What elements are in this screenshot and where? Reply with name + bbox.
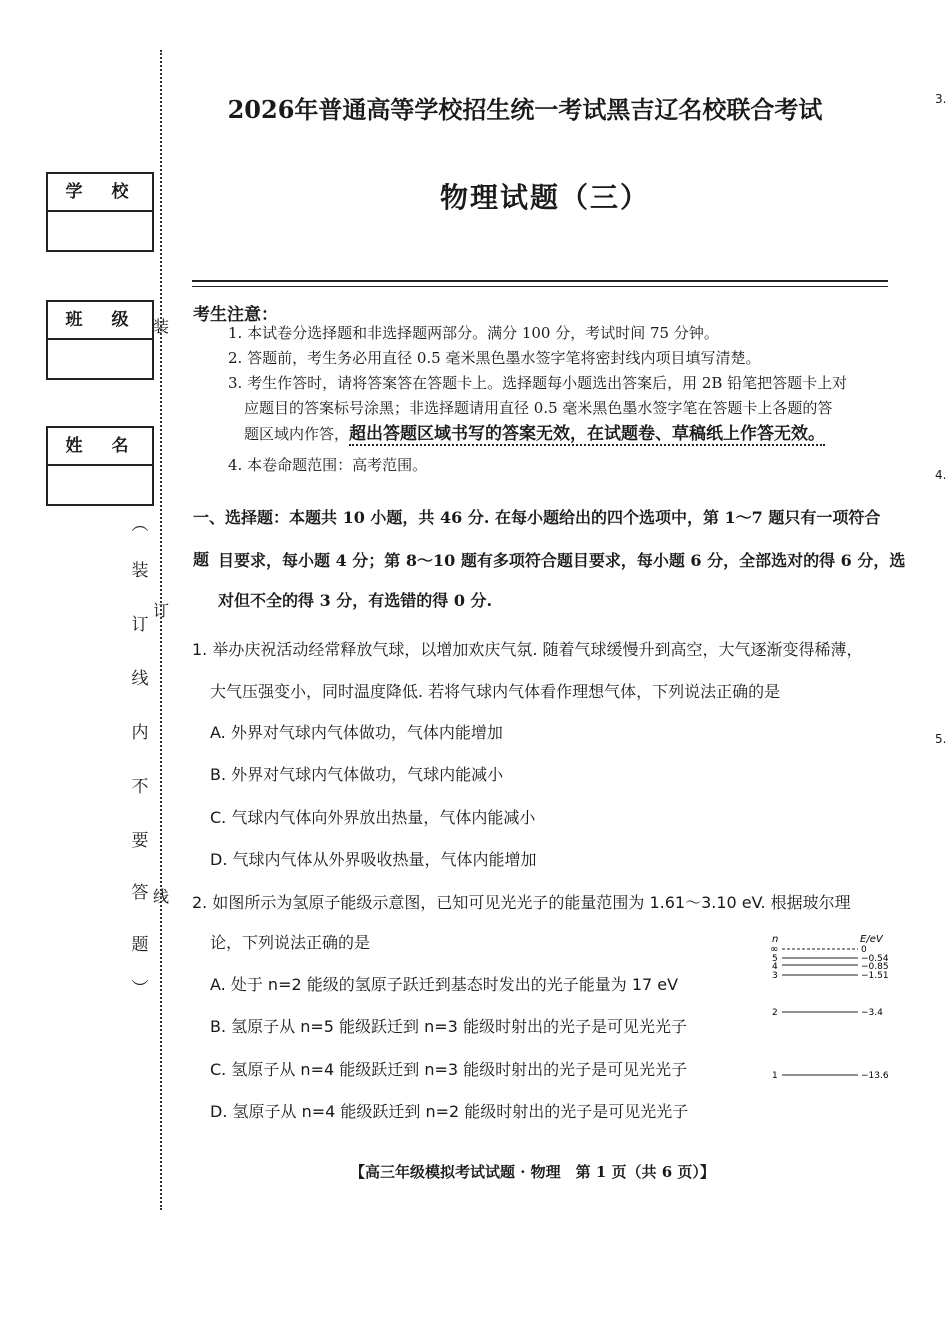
q1-option-b: B. 外界对气球内气体做功，气球内能减小	[210, 765, 504, 784]
level-e-inf: 0	[861, 945, 867, 955]
q2-option-c: C. 氢原子从 n=4 能级跃迁到 n=3 能级时射出的光子是可见光光子	[210, 1060, 688, 1079]
diagram-n-label: n	[772, 934, 779, 945]
level-n-inf: ∞	[770, 944, 779, 955]
notice-item-1: 1. 本试卷分选择题和非选择题两部分。满分 100 分，考试时间 75 分钟。	[228, 324, 719, 342]
header-rule	[192, 280, 888, 282]
vertical-note-char: ︶	[131, 979, 149, 999]
vertical-note-char: 线	[131, 669, 149, 689]
q2-option-a: A. 处于 n=2 能级的氢原子跃迁到基态时发出的光子能量为 17 eV	[210, 975, 679, 994]
level-n-3: 3	[772, 971, 778, 981]
name-label: 姓 名	[48, 428, 152, 466]
class-blank	[48, 340, 152, 378]
header-rule-thin	[192, 286, 888, 287]
q1-stem-line2: 大气压强变小，同时温度降低. 若将气球内气体看作理想气体，下列说法正确的是	[210, 682, 781, 701]
q2-option-b: B. 氢原子从 n=5 能级跃迁到 n=3 能级时射出的光子是可见光光子	[210, 1017, 687, 1036]
q1-option-d: D. 气球内气体从外界吸收热量，气体内能增加	[210, 850, 537, 869]
school-blank	[48, 212, 152, 250]
q2-option-d: D. 氢原子从 n=4 能级跃迁到 n=2 能级时射出的光子是可见光光子	[210, 1102, 689, 1121]
level-e-1: −13.6	[861, 1071, 889, 1081]
vertical-note-char: 题	[131, 935, 149, 955]
level-e-4: −0.85	[861, 962, 889, 972]
vertical-note-char: 不	[131, 777, 149, 797]
q2-stem-line2: 论，下列说法正确的是	[210, 933, 371, 952]
exam-subtitle: 物理试题（三）	[440, 181, 651, 214]
level-e-2: −3.4	[861, 1008, 883, 1018]
section-heading-line3: 对但不全的得 3 分，有选错的得 0 分.	[218, 591, 493, 610]
level-n-5: 5	[772, 954, 778, 964]
binding-dotted-line	[160, 50, 162, 1210]
binding-char-zhuang: 装	[153, 317, 170, 336]
school-box	[46, 172, 154, 252]
q1-option-a: A. 外界对气球内气体做功，气体内能增加	[210, 723, 503, 742]
diagram-e-label: E/eV	[860, 934, 883, 945]
vertical-note-char: 订	[131, 615, 149, 635]
section-heading-line1: 一、选择题：本题共 10 小题，共 46 分. 在每小题给出的四个选项中，第 1～7 题只有一项符合题	[193, 508, 881, 569]
notice-emphasis: 超出答题区域书写的答案无效，在试题卷、草稿纸上作答无效。	[349, 424, 826, 444]
level-e-3: −1.51	[861, 971, 889, 981]
binding-char-xian: 线	[153, 887, 170, 906]
page-footer: 【高三年级模拟考试试题 · 物理 第 1 页（共 6 页）】	[350, 1163, 715, 1181]
binding-char-ding: 订	[153, 601, 170, 620]
q1-option-c: C. 气球内气体向外界放出热量，气体内能减小	[210, 808, 536, 827]
notice-item-2: 2. 答题前，考生务必用直径 0.5 毫米黑色墨水签字笔将密封线内项目填写清楚。	[228, 349, 761, 367]
name-box	[46, 426, 154, 506]
side-mark: 5.	[935, 732, 947, 746]
notice-item-4: 4. 本卷命题范围：高考范围。	[228, 456, 428, 474]
vertical-note-char: 要	[131, 831, 149, 851]
school-label: 学 校	[48, 174, 152, 212]
notice-item-3-line3	[244, 424, 825, 444]
level-e-5: −0.54	[861, 954, 889, 964]
name-blank	[48, 466, 152, 504]
energy-level-svg	[768, 930, 898, 1090]
notice-heading: 考生注意：	[193, 305, 278, 325]
vertical-note-char: ︵	[131, 515, 149, 535]
class-label: 班 级	[48, 302, 152, 340]
vertical-note-char: 内	[131, 723, 149, 743]
level-n-4: 4	[772, 962, 778, 972]
vertical-note-char: 装	[131, 561, 149, 581]
notice-item-3-line2: 应题目的答案标号涂黑；非选择题请用直径 0.5 毫米黑色墨水签字笔在答题卡上各题的答	[244, 399, 833, 417]
q1-stem-line1: 1. 举办庆祝活动经常释放气球，以增加欢庆气氛. 随着气球缓慢升到高空，大气逐渐变得稀薄，	[192, 640, 863, 659]
notice-item-3-line1: 3. 考生作答时，请将答案答在答题卡上。选择题每小题选出答案后，用 2B 铅笔把答题卡上对	[228, 374, 848, 392]
level-n-1: 1	[772, 1071, 778, 1081]
level-n-2: 2	[772, 1008, 778, 1018]
side-mark: 4.	[935, 468, 947, 482]
class-box	[46, 300, 154, 380]
energy-level-diagram	[768, 930, 898, 1090]
q2-stem-line1: 2. 如图所示为氢原子能级示意图，已知可见光光子的能量范围为 1.61～3.10 eV. 根据玻尔理	[192, 893, 851, 912]
side-mark: 3.	[935, 92, 947, 106]
section-heading-line2: 目要求，每小题 4 分；第 8～10 题有多项符合题目要求，每小题 6 分，全部选对的得 6 分，选	[218, 551, 906, 570]
notice-item-3-line3a: 题区域内作答，	[244, 425, 350, 443]
vertical-note-char: 答	[131, 883, 149, 903]
exam-title: 2026年普通高等学校招生统一考试黑吉辽名校联合考试	[227, 95, 823, 124]
